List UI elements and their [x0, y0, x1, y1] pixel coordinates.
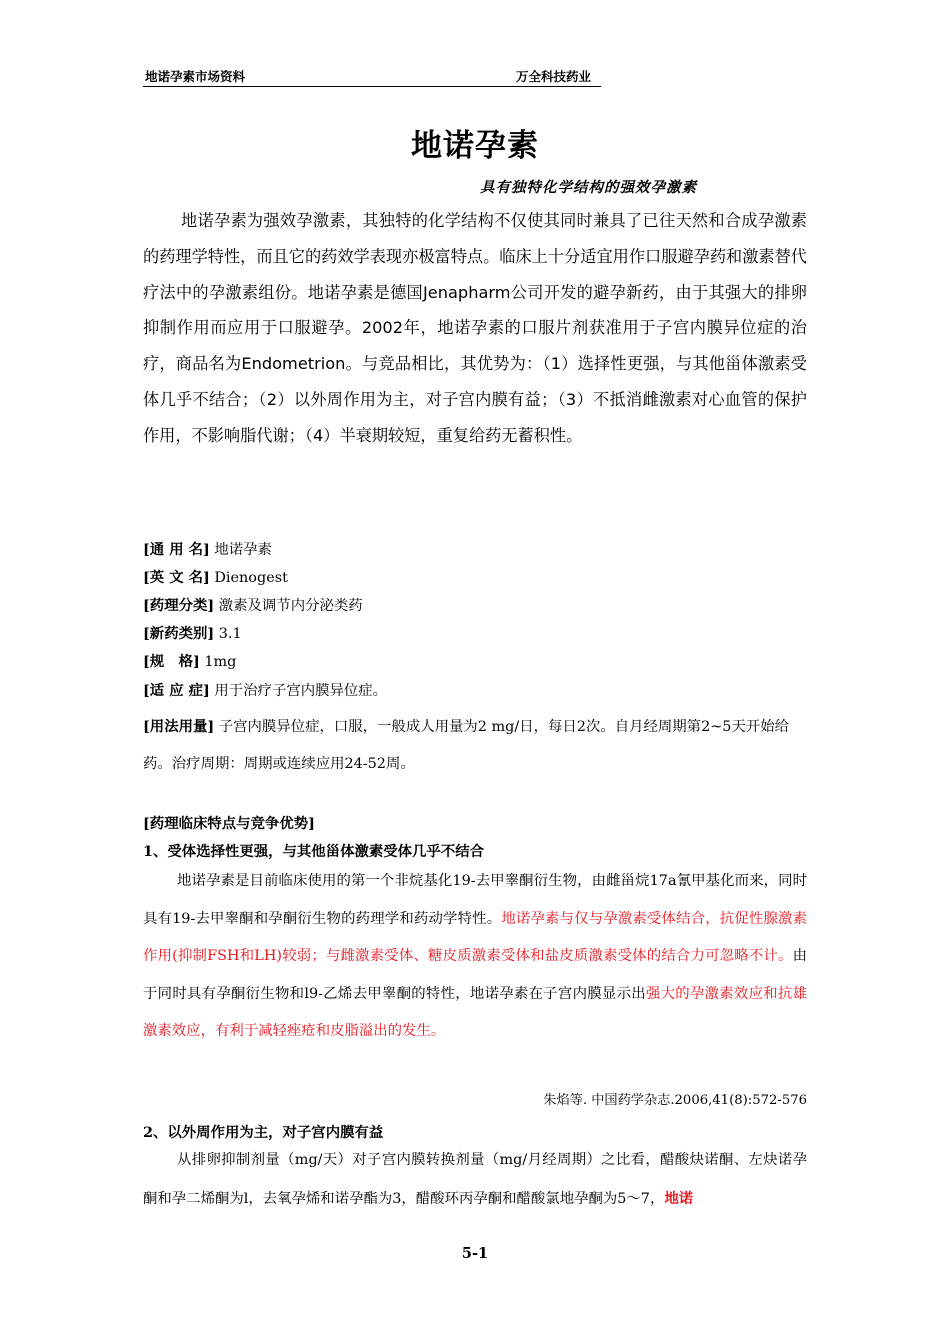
page-number: 5-1	[461, 1245, 489, 1262]
field-value: Dienogest	[209, 570, 288, 586]
page-header	[143, 64, 601, 87]
field-label: [用法用量]	[143, 718, 215, 735]
item2-highlight-text: 地诺	[664, 1189, 694, 1207]
field-indication	[143, 677, 807, 705]
header-right-text: 万全科技药业	[515, 69, 591, 84]
field-label: [药理分类]	[143, 597, 215, 614]
intro-paragraph: 地诺孕素为强效孕激素，其独特的化学结构不仅使其同时兼具了已往天然和合成孕激素的药理学特性，而且它的药效学表现亦极富特点。临床上十分适宜用作口服避孕药和激素替代疗法中的孕激素组份。地诺孕素是德国Jenapharm公司开发的避孕新药，由于其强大的排卵抑制作用而应用于口服避孕。2002年，地诺孕素的口服片剂获准用于子宫内膜异位症的治疗，商品名为Endometrion。与竞品相比，其优势为：（1）选择性更强，与其他甾体激素受体几乎不结合；（2）以外周作用为主，对子宫内膜有益；（3）不抵消雌激素对心血管的保护作用，不影响脂代谢；（4）半衰期较短，重复给药无蓄积性。	[143, 211, 807, 445]
header-left-text: 地诺孕素市场资料	[145, 69, 246, 84]
item1-paragraph	[143, 863, 807, 1051]
document-title: 地诺孕素	[411, 128, 539, 164]
field-value: 用于治疗子宫内膜异位症。	[209, 683, 388, 699]
item2-text: 从排卵抑制剂量（mg/天）对子宫内膜转换剂量（mg/月经周期）之比看，醋酸炔诺酮、左炔诺孕酮和孕二烯酮为l，去氧孕烯和诺孕酯为3，醋酸环丙孕酮和醋酸氯地孕酮为5～7，	[143, 1152, 807, 1207]
field-specification	[143, 648, 807, 676]
field-pharmacological-class	[143, 592, 807, 620]
field-label: [适 应 症]	[143, 682, 210, 699]
field-label: [新药类别]	[143, 625, 215, 642]
field-label: [规 格]	[143, 653, 200, 670]
field-generic-name	[143, 536, 807, 564]
item1-heading: 1、受体选择性更强，与其他甾体激素受体几乎不结合	[143, 843, 484, 860]
citation: 朱焰等. 中国药学杂志.2006,41(8):572-576	[543, 1093, 807, 1108]
field-label: [通 用 名]	[143, 541, 210, 558]
document-subtitle: 具有独特化学结构的强效孕激素	[480, 180, 697, 196]
item2-paragraph	[143, 1142, 807, 1218]
section-heading: [药理临床特点与竞争优势]	[143, 815, 315, 832]
field-dosage	[143, 708, 807, 783]
field-label: [英 文 名]	[143, 569, 210, 586]
item1-text: 地诺孕素是目前临床使用的第一个非烷基化19-去甲睾酮衍生物，由雌甾烷17a氰甲基化而来，同时具有19-去甲睾酮和孕酮衍生物的药理学和药动学特性。	[143, 873, 807, 927]
field-drug-category	[143, 620, 807, 648]
item2-heading: 2、以外周作用为主，对子宫内膜有益	[143, 1124, 384, 1141]
item1-highlight-text: 地诺孕素与仅与孕激素受体结合，抗促性腺激素作用(抑制FSH和LH)较弱；与雌激素受体、糖皮质激素受体和盐皮质激素受体的结合力可忽略不计。	[143, 910, 807, 964]
item1-text-continued: 由于同时具有孕酮衍生物和l9-乙烯去甲睾酮的特性，地诺孕素在子宫内膜显示出	[143, 948, 807, 1002]
field-value: 激素及调节内分泌类药	[214, 598, 363, 614]
field-value: 3.1	[214, 626, 242, 642]
field-value: 子宫内膜异位症，口服，一般成人用量为2 mg/日，每日2次。自月经周期第2~5天开始给药。治疗周期：周期或连续应用24-52周。	[143, 719, 790, 772]
item1-highlight-text-2: 强大的孕激素效应和抗雄激素效应，有利于减轻痤疮和皮脂溢出的发生。	[143, 985, 807, 1039]
field-value: 1mg	[199, 654, 237, 670]
field-value: 地诺孕素	[209, 542, 272, 558]
field-english-name	[143, 564, 807, 592]
